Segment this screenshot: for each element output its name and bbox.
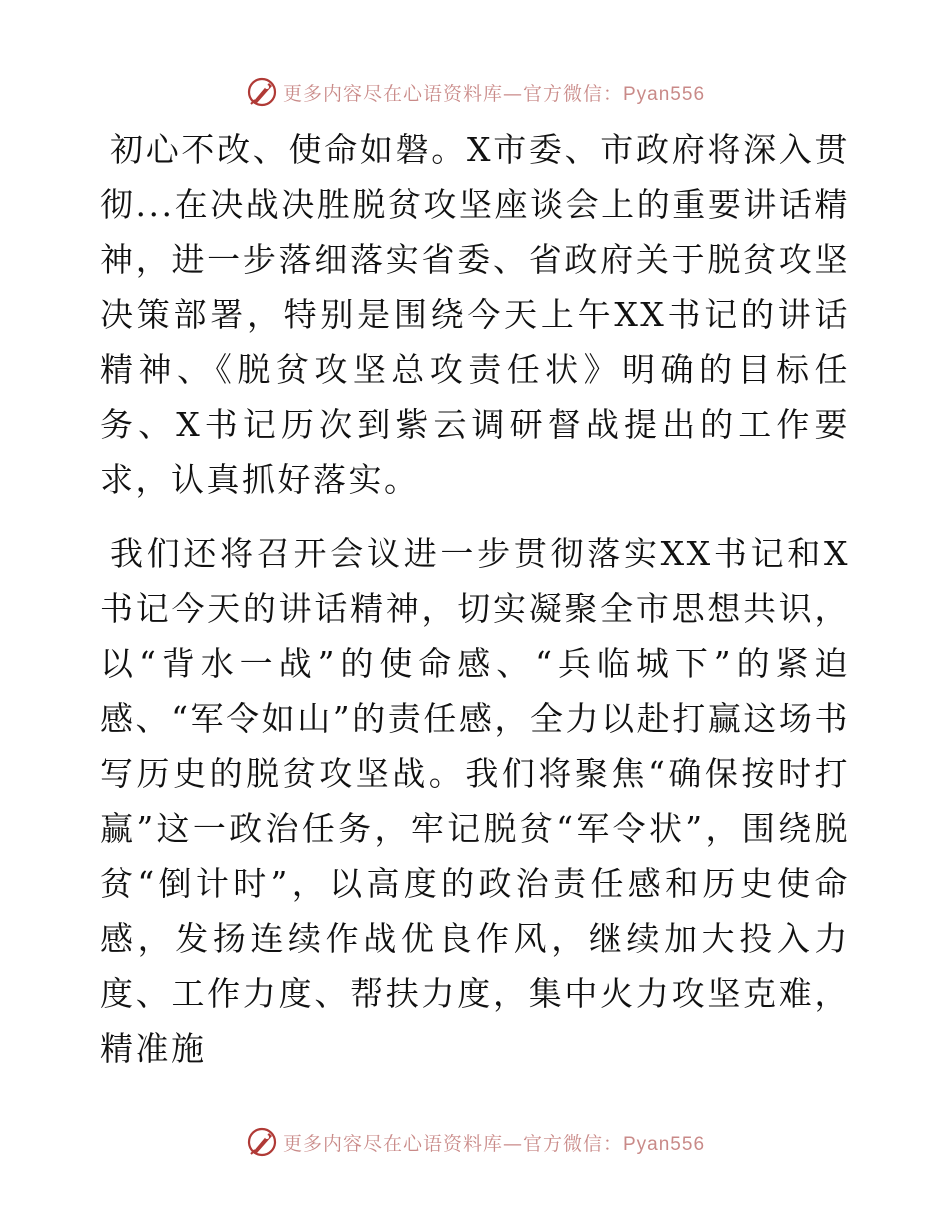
header-wechat-id: Pyan556 [623,83,706,105]
document-body [100,122,850,1076]
quill-pen-logo-icon [245,1125,279,1159]
footer-banner-text: 更多内容尽在心语资料库—官方微信：Pyan556 [282,1132,706,1155]
body-paragraph-2: 我们还将召开会议进一步贯彻落实XX书记和X书记今天的讲话精神，切实凝聚全市思想共识，以“背水一战”的使命感、“兵临城下”的紧迫感、“军令如山”的责任感，全力以赴打赢这场书写历史的脱贫攻坚战。我们将聚焦“确保按时打赢”这一政治任务，牢记脱贫“军令状”，围绕脱贫“倒计时”，以高度的政治责任感和历史使命感，发扬连续作战优良作风，继续加大投入力度、工作力度、帮扶力度，集中火力攻坚克难，精准施 [100,534,850,1068]
footer-banner [0,1120,950,1164]
header-banner-text: 更多内容尽在心语资料库—官方微信：Pyan556 [282,82,706,105]
footer-wechat-id: Pyan556 [623,1133,706,1155]
body-paragraph-1: 初心不改、使命如磐。X市委、市政府将深入贯彻...在决战决胜脱贫攻坚座谈会上的重要讲话精神，进一步落细落实省委、省政府关于脱贫攻坚决策部署，特别是围绕今天上午XX书记的讲话精神、《脱贫攻坚总攻责任状》明确的目标任务、X书记历次到紫云调研督战提出的工作要求，认真抓好落实。 [100,130,850,499]
header-banner [0,70,950,114]
quill-pen-logo-icon [245,75,279,109]
